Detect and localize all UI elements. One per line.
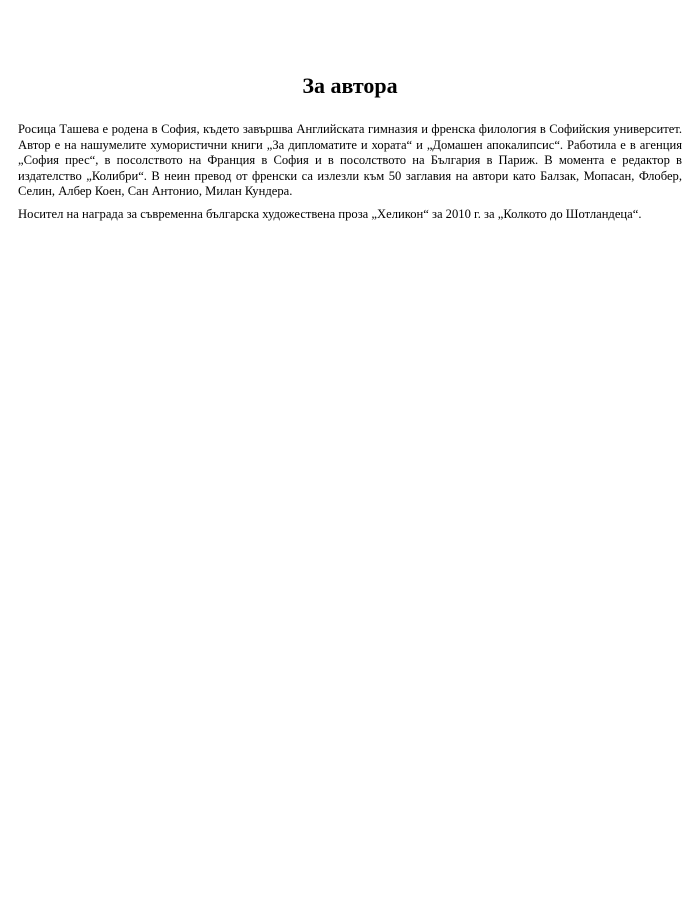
award-paragraph: Носител на награда за съвременна българска художествена проза „Хеликон“ за 2010 г. за „Колкото до Шотландеца“.	[18, 207, 642, 221]
author-bio-paragraph: Росица Ташева е родена в София, където завършва Английската гимназия и френска филология в Софийския университет. Автор е на нашумелите хумористични книги „За дипломатите и хората“ и „Домашен апокалипсис“. Работила е в агенция „София прес“, в посолството на Франция в София и в посолството на България в Париж. В момента е редактор в издателство „Колибри“. В неин превод от френски са излезли към 50 заглавия на автори като Балзак, Мопасан, Флобер, Селин, Албер Коен, Сан Антонио, Милан Кундера.	[18, 122, 682, 198]
page-title: За автора	[302, 73, 398, 98]
